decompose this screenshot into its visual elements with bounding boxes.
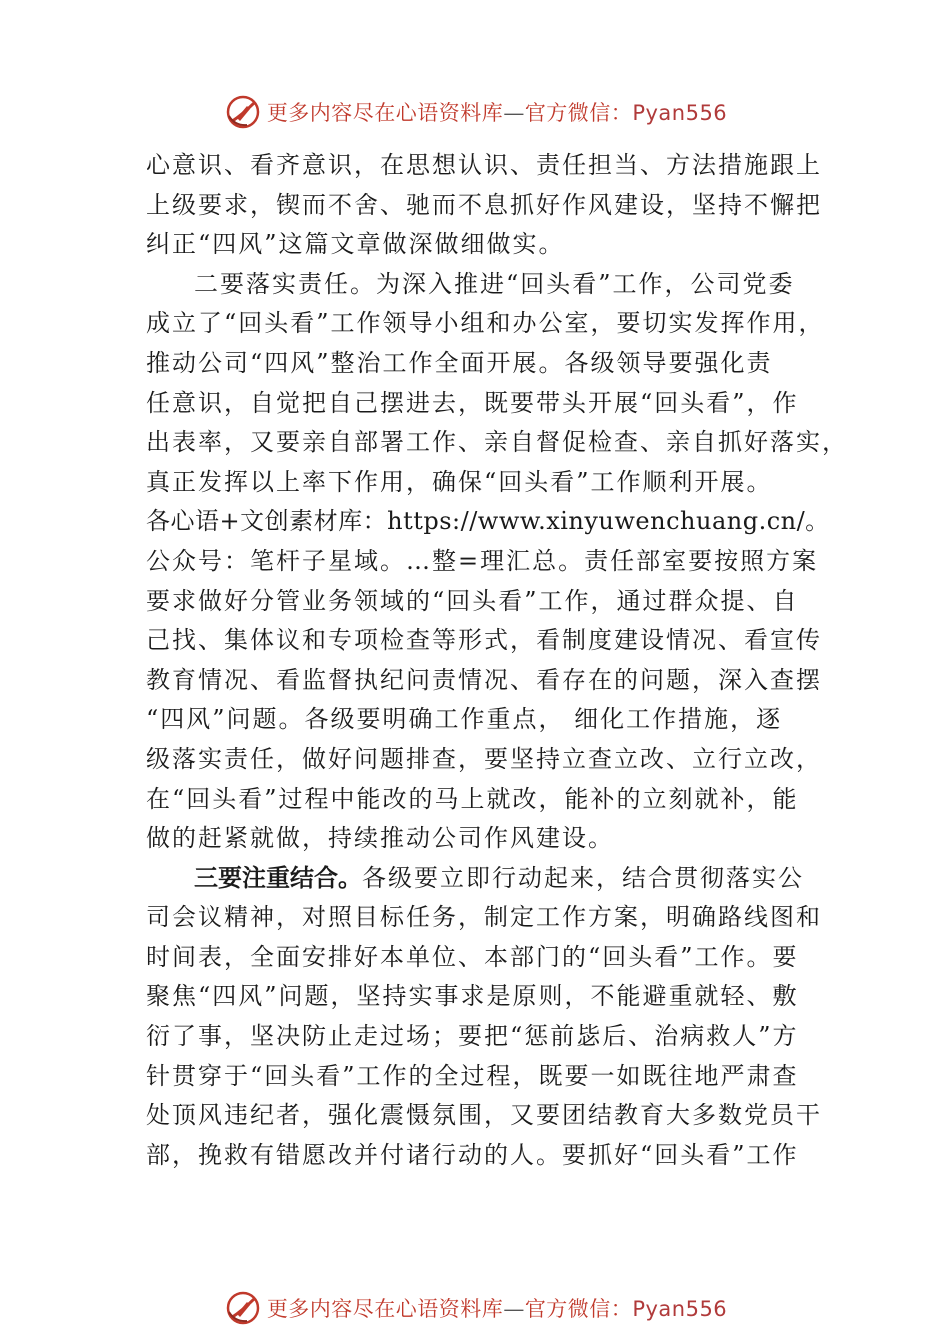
- text-line: 针贯穿于“回头看”工作的全过程，既要一如既往地严肃查: [146, 1061, 799, 1090]
- footer-text: [267, 1293, 727, 1323]
- footer-banner: [0, 1286, 950, 1330]
- header-wechat-account: Pyan556: [632, 101, 728, 125]
- text-line: 纠正“四风”这篇文章做深做细做实。: [146, 230, 565, 259]
- text-line: 己找、集体议和专项检查等形式，看制度建设情况、看宣传: [146, 626, 822, 655]
- text-line: 要求做好分管业务领域的“回头看”工作，通过群众提、自: [146, 586, 799, 615]
- text-segment: 各级要立即行动起来，结合贯彻落实公: [362, 863, 804, 892]
- text-line: 做的赶紧就做，持续推动公司作风建设。: [146, 824, 614, 853]
- header-separator: —: [503, 101, 525, 125]
- paragraph-start: [146, 859, 826, 899]
- text-line: 上级要求，锲而不舍、驰而不息抓好作风建设，坚持不懈把: [146, 190, 822, 219]
- text-line: 公众号：笔杆子星域。…整=理汇总。责任部室要按照方案: [146, 546, 819, 575]
- text-line: 聚焦“四风”问题，坚持实事求是原则，不能避重就轻、敷: [146, 982, 799, 1011]
- paragraph-start: 二要落实责任。为深入推进“回头看”工作，公司党委: [194, 269, 795, 298]
- footer-wechat-label: 官方微信：: [524, 1297, 633, 1321]
- header-text: [267, 97, 727, 127]
- footer-separator: —: [503, 1297, 525, 1321]
- text-line: “四风”问题。各级要明确工作重点， 细化工作措施，逐: [146, 705, 783, 734]
- text-line: 真正发挥以上率下作用，确保“回头看”工作顺利开展。: [146, 467, 773, 496]
- document-body: [146, 146, 848, 1175]
- header-banner: [0, 90, 950, 134]
- text-line: 在“回头看”过程中能改的马上就改，能补的立刻就补，能: [146, 784, 799, 813]
- footer-site-name: 更多内容尽在心语资料库: [266, 1297, 504, 1321]
- text-line: 司会议精神，对照目标任务，制定工作方案，明确路线图和: [146, 903, 822, 932]
- text-line: 心意识、看齐意识，在思想认识、责任担当、方法措施跟上: [146, 151, 822, 179]
- text-line: 处顶风违纪者，强化震慑氛围，又要团结教育大多数党员干: [146, 1101, 822, 1130]
- text-line: 时间表，全面安排好本单位、本部门的“回头看”工作。要: [146, 942, 799, 971]
- text-line: 出表率，又要亲自部署工作、亲自督促检查、亲自抓好落实，: [146, 428, 848, 457]
- header-wechat-label: 官方微信：: [524, 101, 633, 125]
- text-line: 教育情况、看监督执纪问责情况、看存在的问题，深入查摆: [146, 665, 822, 694]
- text-line: 任意识，自觉把自己摆进去，既要带头开展“回头看”，作: [146, 388, 799, 417]
- text-line: 成立了“回头看”工作领导小组和办公室，要切实发挥作用，: [146, 309, 825, 338]
- text-line: 衍了事，坚决防止走过场；要把“惩前毖后、治病救人”方: [146, 1022, 799, 1051]
- text-line: 部，挽救有错愿改并付诸行动的人。要抓好“回头看”工作: [146, 1140, 799, 1169]
- footer-wechat-account: Pyan556: [632, 1297, 728, 1321]
- text-line: 推动公司“四风”整治工作全面开展。各级领导要强化责: [146, 348, 773, 377]
- pen-scroll-logo-icon: [223, 92, 263, 132]
- section-heading: 三要注重结合。: [194, 863, 362, 892]
- source-note-line: 各心语+文创素材库：https://www.xinyuwenchuang.cn/。: [146, 507, 830, 536]
- pen-scroll-logo-icon: [223, 1288, 263, 1328]
- text-line: 级落实责任，做好问题排查，要坚持立查立改、立行立改，: [146, 744, 822, 773]
- header-site-name: 更多内容尽在心语资料库: [266, 101, 504, 125]
